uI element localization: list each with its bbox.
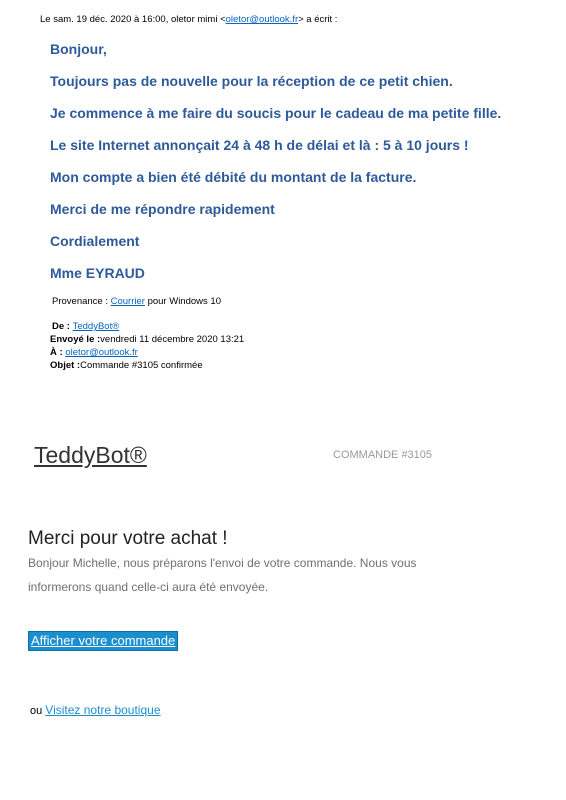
quote-prefix: Le sam. 19 déc. 2020 à 16:00, oletor mimi <: [40, 14, 226, 25]
to-label: À :: [50, 347, 66, 358]
visit-shop-line: [30, 703, 161, 717]
or-label: ou: [30, 705, 46, 717]
subject-label: Objet :: [50, 360, 81, 371]
from-label: De :: [52, 321, 73, 332]
message-line-1: Toujours pas de nouvelle pour la réception de ce petit chien.: [50, 73, 453, 89]
courrier-link[interactable]: Courrier: [110, 296, 145, 307]
quote-email-link[interactable]: oletor@outlook.fr: [225, 14, 299, 25]
message-greeting: Bonjour,: [50, 41, 107, 57]
subject-value: Commande #3105 confirmée: [80, 360, 203, 371]
order-number: COMMANDE #3105: [333, 449, 433, 461]
quote-suffix: > a écrit :: [298, 14, 338, 25]
message-signature: Mme EYRAUD: [50, 265, 145, 281]
quote-header: [40, 14, 337, 25]
from-link[interactable]: TeddyBot®: [72, 321, 120, 332]
forwarded-to: [50, 347, 138, 358]
message-line-5: Merci de me répondre rapidement: [50, 201, 275, 217]
provenance-suffix: pour Windows 10: [144, 296, 221, 307]
sent-label: Envoyé le :: [50, 334, 101, 345]
message-line-4: Mon compte a bien été débité du montant de la facture.: [50, 169, 417, 185]
visit-shop-link[interactable]: Visitez notre boutique: [45, 703, 161, 717]
thanks-heading: Merci pour votre achat !: [28, 528, 228, 549]
message-line-2: Je commence à me faire du soucis pour le cadeau de ma petite fille.: [50, 105, 502, 121]
intro-line-1: Bonjour Michelle, nous préparons l'envoi de votre commande. Nous vous: [28, 556, 417, 570]
forwarded-from: [52, 321, 119, 332]
view-order-button[interactable]: Afficher votre commande: [28, 631, 178, 651]
message-closing: Cordialement: [50, 233, 140, 249]
forwarded-sent: [50, 334, 244, 345]
message-line-3: Le site Internet annonçait 24 à 48 h de délai et là : 5 à 10 jours !: [50, 137, 469, 153]
forwarded-subject: [50, 360, 203, 371]
intro-line-2: informerons quand celle-ci aura été envoyée.: [28, 580, 269, 594]
brand-logo[interactable]: TeddyBot®: [34, 442, 147, 468]
sent-value: vendredi 11 décembre 2020 13:21: [100, 334, 245, 345]
provenance-prefix: Provenance :: [52, 296, 111, 307]
to-link[interactable]: oletor@outlook.fr: [65, 347, 138, 358]
provenance-line: [52, 296, 221, 307]
